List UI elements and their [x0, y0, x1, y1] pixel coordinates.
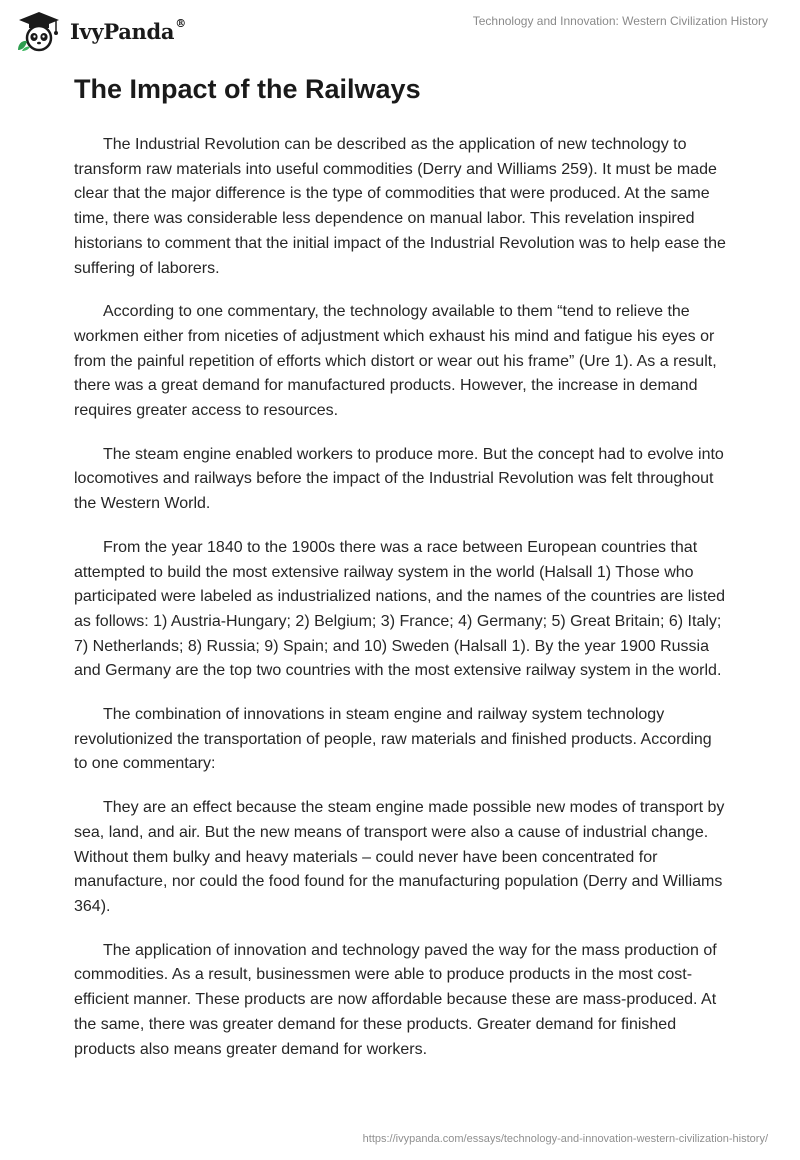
paragraph: The Industrial Revolution can be described as the application of new technology to transform raw materials into useful commodities (Derry and Williams 259). It must be made clear that the major difference is the type of commodities that were produced. At the same time, there was considerable less dependence on manual labor. This revelation inspired historians to comment that the initial impact of the Industrial Revolution was to help ease the suffering of laborers.	[74, 136, 726, 277]
panda-graduate-icon	[14, 10, 64, 52]
article-body	[74, 133, 728, 1081]
block-quote-paragraph: They are an effect because the steam engine made possible new modes of transport by sea, land, and air. But the new means of transport were also a cause of industrial change. Without them bulky and heavy materials – could never have been concentrated for manufacture, nor could the food found for the manufacturing population (Derry and Williams 364).	[74, 799, 725, 915]
brand-logo[interactable]	[14, 10, 186, 52]
paragraph: The steam engine enabled workers to produce more. But the concept had to evolve into locomotives and railways before the impact of the Industrial Revolution was felt throughout the Western World.	[74, 445, 724, 513]
paragraph: The application of innovation and technology paved the way for the mass production of commodities. As a result, businessmen were able to produce products in the most cost-efficient manner. These products are now affordable because these are mass-produced. At the same, there was greater demand for these products. Greater demand for finished products also means greater demand for workers.	[74, 941, 717, 1058]
registered-mark: ®	[175, 16, 186, 30]
source-url-link[interactable]: https://ivypanda.com/essays/technology-and-innovation-western-civilization-history/	[362, 1133, 768, 1145]
page-title: The Impact of the Railways	[74, 74, 421, 104]
brand-name: IvyPanda®	[70, 16, 186, 44]
paragraph: According to one commentary, the technology available to them “tend to relieve the workmen either from niceties of adjustment which exhaust his mind and fatigue his eyes or from the painful repetition of efforts which distort or wear out his frame” (Ure 1). As a result, there was a great demand for manufactured products. However, the increase in demand requires greater access to resources.	[74, 303, 717, 420]
paragraph: From the year 1840 to the 1900s there was a race between European countries that attempted to build the most extensive railway system in the world (Halsall 1) Those who participated were labeled as industrialized nations, and the names of the countries are listed as follows: 1) Austria-Hungary; 2) Belgium; 3) France; 4) Germany; 5) Great Britain; 6) Italy; 7) Netherlands; 8) Russia; 9) Spain; and 10) Sweden (Halsall 1). By the year 1900 Russia and Germany are the top two countries with the most extensive railway system in the world.	[74, 538, 726, 680]
paragraph: The combination of innovations in steam engine and railway system technology revolutionized the transportation of people, raw materials and finished products. According to one commentary:	[74, 706, 712, 773]
document-title: Technology and Innovation: Western Civilization History	[472, 14, 768, 28]
